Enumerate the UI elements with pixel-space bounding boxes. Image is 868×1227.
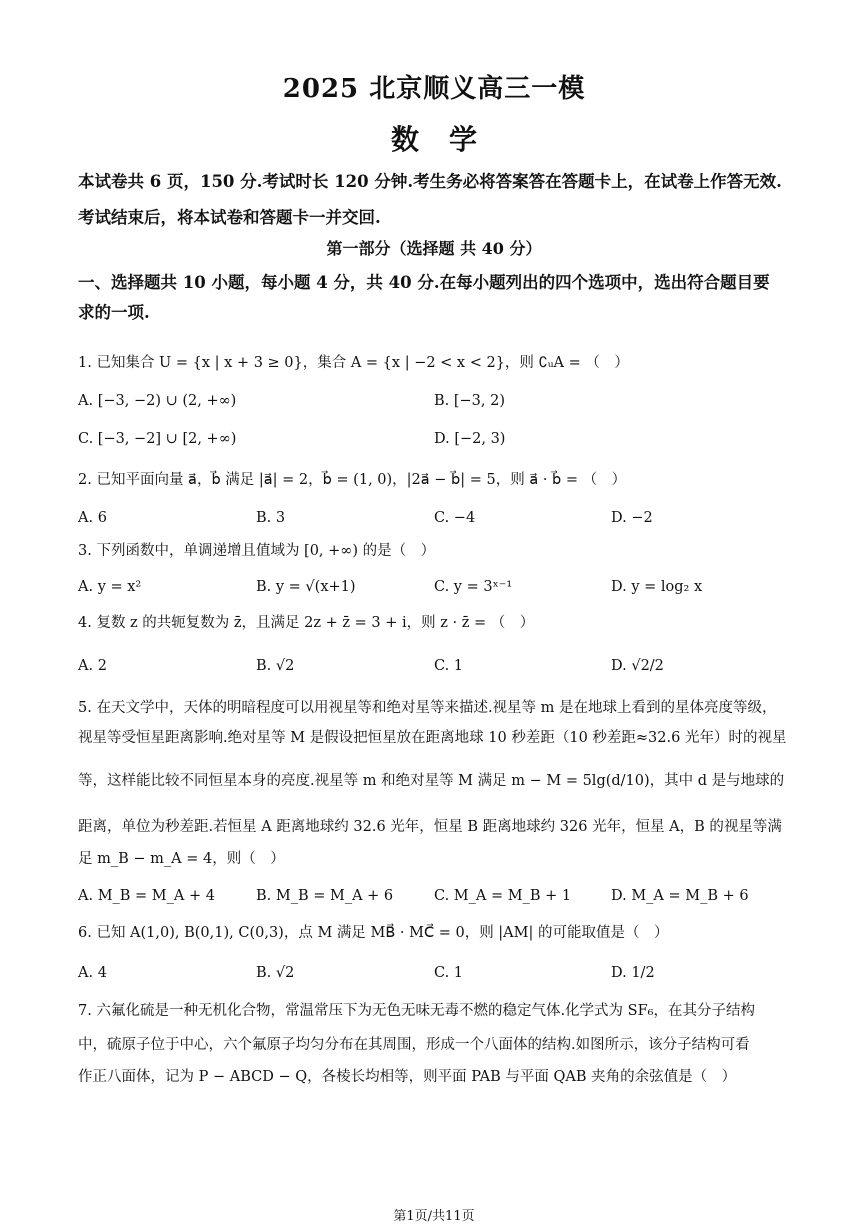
question-6-option-c: C. 1 xyxy=(434,965,464,981)
question-1-option-a: A. [−3, −2) ∪ (2, +∞) xyxy=(78,393,237,409)
question-6-option-d: D. 1/2 xyxy=(611,965,655,981)
question-7-line-3: 作正八面体，记为 P − ABCD − Q，各棱长均相等，则平面 PAB 与平面 QAB 夹角的余弦值是（ ） xyxy=(78,1069,737,1085)
question-3-option-c: C. y = 3ˣ⁻¹ xyxy=(434,579,513,595)
question-4-stem: 4. 复数 z 的共轭复数为 z̄，且满足 2z + z̄ = 3 + i，则 z · z̄ = （ ） xyxy=(78,615,535,631)
question-7-line-1: 7. 六氟化硫是一种无机化合物，常温常压下为无色无味无毒不燃的稳定气体.化学式为 SF₆，在其分子结构 xyxy=(78,1003,755,1019)
question-2-option-c: C. −4 xyxy=(434,510,476,526)
question-6-option-b: B. √2 xyxy=(256,965,295,981)
question-5-option-c: C. M_A = M_B + 1 xyxy=(434,888,572,904)
question-2-option-d: D. −2 xyxy=(611,510,653,526)
instructions-line-2: 考试结束后，将本试卷和答题卡一并交回. xyxy=(78,208,381,227)
question-5-option-b: B. M_B = M_A + 6 xyxy=(256,888,394,904)
question-3-option-d: D. y = log₂ x xyxy=(611,579,703,595)
question-2-option-b: B. 3 xyxy=(256,510,286,526)
question-5-line-3: 等，这样能比较不同恒星本身的亮度.视星等 m 和绝对星等 M 满足 m − M = 5lg(d/10)，其中 d 是与地球的 xyxy=(78,773,785,789)
question-5-line-1: 5. 在天文学中，天体的明暗程度可以用视星等和绝对星等来描述.视星等 m 是在地球上看到的星体亮度等级， xyxy=(78,700,777,716)
question-4-option-d: D. √2/2 xyxy=(611,658,664,674)
subject-title: 数学 xyxy=(390,123,507,156)
question-5-option-a: A. M_B = M_A + 4 xyxy=(78,888,215,904)
question-1-option-c: C. [−3, −2] ∪ [2, +∞) xyxy=(78,431,237,447)
question-5-option-d: D. M_A = M_B + 6 xyxy=(611,888,749,904)
part-heading: 第一部分（选择题 共 40 分） xyxy=(326,239,542,258)
instructions-line-1: 本试卷共 6 页，150 分.考试时长 120 分钟.考生务必将答案答在答题卡上，在试卷上作答无效. xyxy=(78,172,782,191)
question-3-option-b: B. y = √(x+1) xyxy=(256,579,356,595)
question-5-line-2: 视星等受恒星距离影响.绝对星等 M 是假设把恒星放在距离地球 10 秒差距（10 秒差距≈32.6 光年）时的视星 xyxy=(78,730,787,746)
question-1-option-d: D. [−2, 3) xyxy=(434,431,506,447)
question-4-option-b: B. √2 xyxy=(256,658,295,674)
question-5-line-5: 足 m_B − m_A = 4，则（ ） xyxy=(78,851,285,867)
exam-instructions xyxy=(78,164,798,236)
question-4-option-a: A. 2 xyxy=(78,658,107,674)
section-line-2: 求的一项. xyxy=(78,303,150,322)
question-6-option-a: A. 4 xyxy=(78,965,107,981)
question-7-line-2: 中，硫原子位于中心，六个氟原子均匀分布在其周围，形成一个八面体的结构.如图所示，该分子结构可看 xyxy=(78,1037,750,1053)
question-5-line-4: 距离，单位为秒差距.若恒星 A 距离地球约 32.6 光年，恒星 B 距离地球约 326 光年，恒星 A，B 的视星等满 xyxy=(78,819,782,835)
question-1-option-b: B. [−3, 2) xyxy=(434,393,506,409)
section-heading xyxy=(78,268,798,328)
question-3-option-a: A. y = x² xyxy=(78,579,142,595)
question-2-stem: 2. 已知平面向量 a⃗，b⃗ 满足 |a⃗| = 2，b⃗ = (1, 0)，|2a⃗ − b⃗| = 5，则 a⃗ · b⃗ = （ ） xyxy=(78,472,627,488)
page-footer: 第1页/共11页 xyxy=(393,1209,475,1224)
question-1-stem: 1. 已知集合 U = {x | x + 3 ≥ 0}，集合 A = {x | −2 < x < 2}，则 ∁ᵤA = （ ） xyxy=(78,355,629,371)
question-2-option-a: A. 6 xyxy=(78,510,107,526)
exam-title: 2025 北京顺义高三一模 xyxy=(282,74,586,104)
question-6-stem: 6. 已知 A(1,0), B(0,1), C(0,3)，点 M 满足 MB⃗ · MC⃗ = 0，则 |AM| 的可能取值是（ ） xyxy=(78,925,669,941)
question-3-stem: 3. 下列函数中，单调递增且值域为 [0, +∞) 的是（ ） xyxy=(78,543,436,559)
question-4-option-c: C. 1 xyxy=(434,658,464,674)
section-line-1: 一、选择题共 10 小题，每小题 4 分，共 40 分.在每小题列出的四个选项中，选出符合题目要 xyxy=(78,273,770,292)
